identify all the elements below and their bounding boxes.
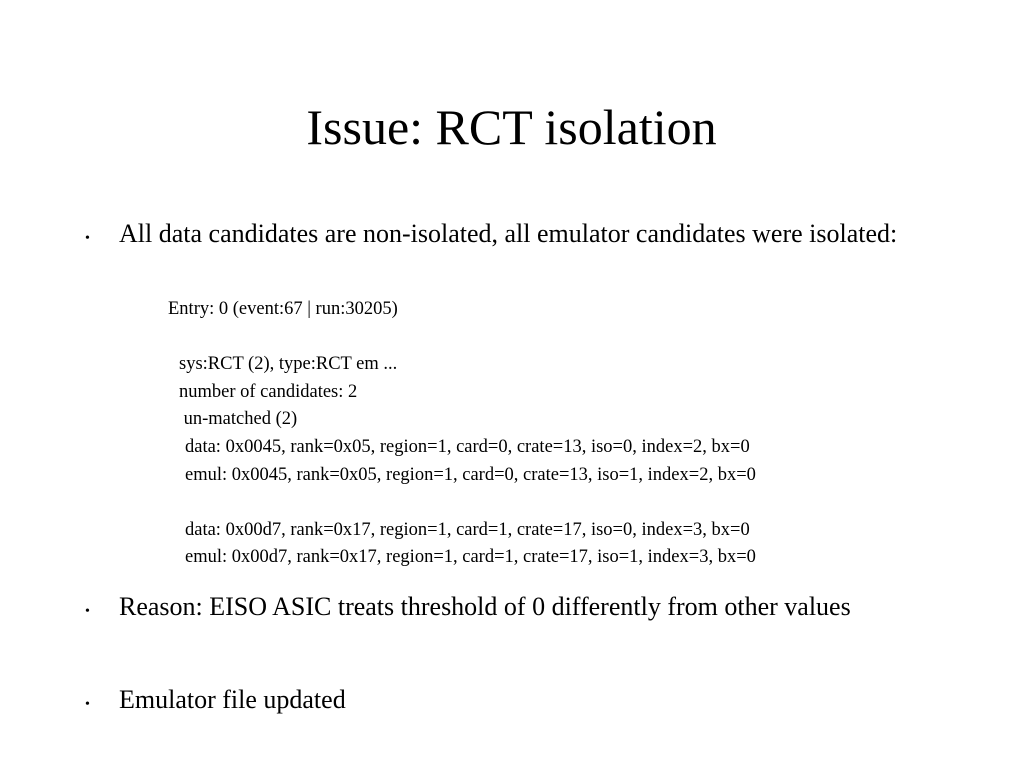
code-line: emul: 0x0045, rank=0x05, region=1, card=0, crate=13, iso=1, index=2, bx=0 [185,465,756,485]
bullet-icon: • [85,697,90,712]
bullet-text: Reason: EISO ASIC treats threshold of 0 differently from other values [119,592,851,621]
code-line: data: 0x00d7, rank=0x17, region=1, card=1, crate=17, iso=0, index=3, bx=0 [185,520,750,540]
code-output-block [0,296,1023,567]
bullet-icon: • [85,604,90,619]
bullet-icon: • [85,231,90,246]
code-line: Entry: 0 (event:67 | run:30205) [168,299,398,319]
code-line: emul: 0x00d7, rank=0x17, region=1, card=1, crate=17, iso=1, index=3, bx=0 [185,547,756,567]
bullet-text: All data candidates are non-isolated, all emulator candidates were isolated: [119,219,898,248]
code-line: sys:RCT (2), type:RCT em ... [179,354,398,374]
slide-title: Issue: RCT isolation [306,99,717,155]
code-line: data: 0x0045, rank=0x05, region=1, card=0, crate=13, iso=0, index=2, bx=0 [185,437,750,457]
code-line: number of candidates: 2 [179,382,358,402]
bullet-text: Emulator file updated [119,685,346,714]
code-line: un-matched (2) [179,409,298,429]
